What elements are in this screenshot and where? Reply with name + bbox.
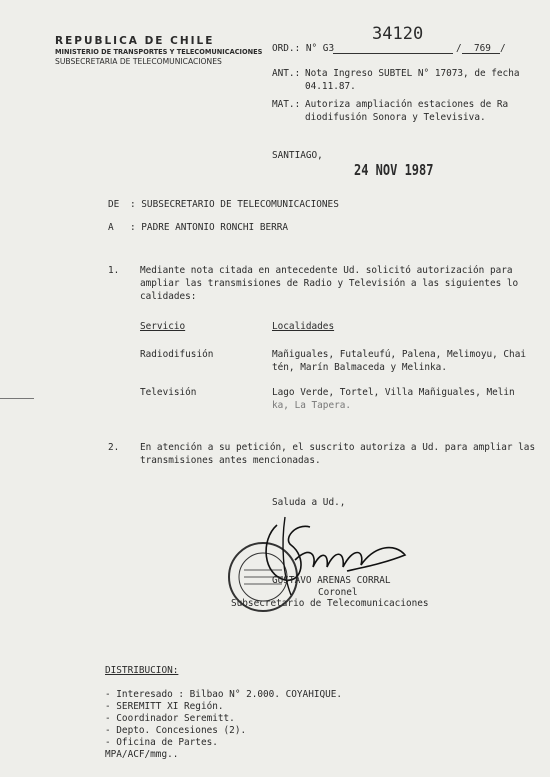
ord-slash: /: [456, 43, 462, 54]
para1-line3: calidades:: [140, 291, 197, 302]
mat-label: MAT.:: [272, 99, 301, 110]
table-row-locations-line1: Mañiguales, Futaleufú, Palena, Melimoyu, Chai: [272, 349, 526, 360]
ord-suffix: 769: [474, 43, 491, 54]
ant-line2: 04.11.87.: [305, 81, 356, 92]
para1-line2: ampliar las transmisiones de Radio y Televisión a las siguientes lo: [140, 278, 519, 289]
distribution-item: - Oficina de Partes.: [105, 737, 218, 748]
signatory-rank: Coronel: [318, 587, 358, 598]
mat-line1: Autoriza ampliación estaciones de Ra: [305, 99, 509, 110]
ord-suffix-line: [462, 53, 500, 54]
distribution-heading: DISTRIBUCION:: [105, 665, 179, 676]
distribution-item: - Interesado : Bilbao N° 2.000. COYAHIQUE.: [105, 689, 343, 700]
table-row-locations-line2: ka, La Tapera.: [272, 400, 352, 411]
table-row-locations-line1: Lago Verde, Tortel, Villa Mañiguales, Melin: [272, 387, 515, 398]
distribution-item: - Coordinador Seremitt.: [105, 713, 235, 724]
letterhead-country: REPUBLICA DE CHILE: [55, 35, 215, 47]
table-header-locations: Localidades: [272, 321, 335, 332]
ord-label: ORD.: N° G3: [272, 43, 335, 54]
letterhead-subsecretaria: SUBSECRETARIA DE TELECOMUNICACIONES: [55, 57, 222, 66]
distribution-item: - Depto. Concesiones (2).: [105, 725, 247, 736]
place: SANTIAGO,: [272, 150, 323, 161]
para1-line1: Mediante nota citada en antecedente Ud. solicitó autorización para: [140, 265, 513, 276]
para2-line2: transmisiones antes mencionadas.: [140, 455, 321, 466]
signatory-title: Subsecretario de Telecomunicaciones: [231, 598, 429, 609]
para1-number: 1.: [108, 265, 120, 276]
typist-initials: MPA/ACF/mmg..: [105, 749, 179, 760]
letterhead-ministry: MINISTERIO DE TRANSPORTES Y TELECOMUNICACIONES: [55, 48, 263, 56]
signatory-name: GUSTAVO ARENAS CORRAL: [272, 575, 391, 586]
fold-mark: [0, 398, 34, 399]
ant-label: ANT.:: [272, 68, 301, 79]
date-stamp: 24 NOV 1987: [354, 161, 434, 179]
de-label: DE: [108, 199, 120, 210]
mat-line2: diodifusión Sonora y Televisiva.: [305, 112, 486, 123]
table-row-service: Radiodifusión: [140, 349, 214, 360]
table-row-service: Televisión: [140, 387, 197, 398]
distribution-item: - SEREMITT XI Región.: [105, 701, 224, 712]
para2-number: 2.: [108, 442, 120, 453]
para2-line1: En atención a su petición, el suscrito autoriza a Ud. para ampliar las: [140, 442, 536, 453]
ord-number: 34120: [372, 24, 424, 44]
a-label: A: [108, 222, 114, 233]
table-row-locations-line2: tén, Marín Balmaceda y Melinka.: [272, 362, 447, 373]
table-header-service: Servicio: [140, 321, 186, 332]
ord-slash-end: /: [500, 43, 506, 54]
closing: Saluda a Ud.,: [272, 497, 346, 508]
de-value: : SUBSECRETARIO DE TELECOMUNICACIONES: [130, 199, 339, 210]
ord-blank-line: [333, 53, 453, 54]
a-value: : PADRE ANTONIO RONCHI BERRA: [130, 222, 289, 233]
ant-line1: Nota Ingreso SUBTEL N° 17073, de fecha: [305, 68, 520, 79]
